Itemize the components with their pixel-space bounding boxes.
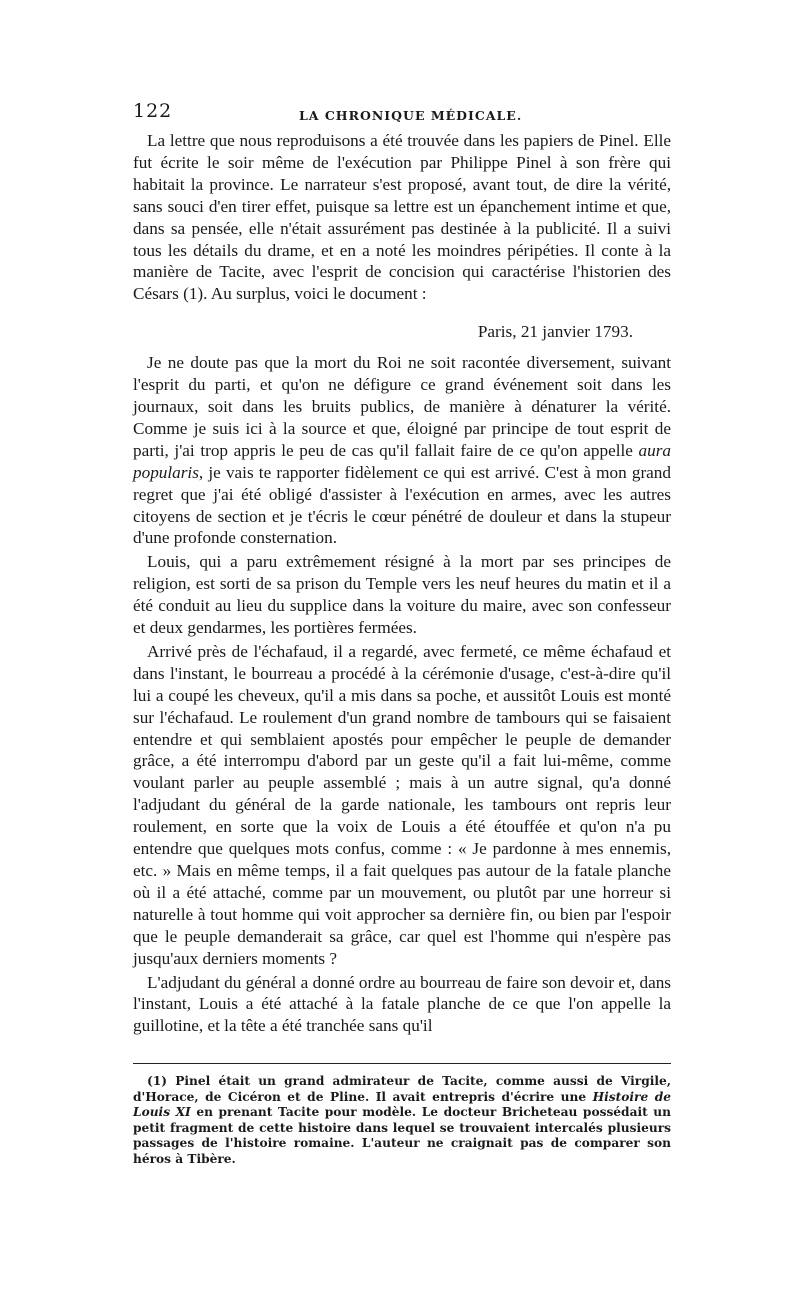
letter-dateline: Paris, 21 janvier 1793.: [477, 322, 633, 342]
footnote-divider: [133, 1063, 671, 1064]
footnote: [133, 1074, 671, 1167]
running-title: LA CHRONIQUE MÉDICALE.: [299, 108, 523, 123]
letter-paragraph-3: Arrivé près de l'échafaud, il a regardé, avec fermeté, ce même échafaud et dans l'instant, le bourreau a procédé à la cérémonie d'usage, c'est-à-dire qu'il lui a coupé les cheveux, qu'il a mis dans sa poche, et aussitôt Louis est monté sur l'échafaud. Le roulement d'un grand nombre de tambours qui se faisaient entendre et qui semblaient apostés pour empêcher le peuple de demander grâce, a été interrompu d'abord par un geste qu'il a fait lui-même, comme voulant parler au peuple assemblé ; mais à un autre signal, qu'a donné l'adjudant du général de la garde nationale, les tambours ont repris leur roulement, en sorte que la voix de Louis a été étouffée et qu'on n'a pu entendre que quelques mots confus, comme : « Je pardonne à mes ennemis, etc. » Mais en même temps, il a fait quelques pas autour de la fatale planche où il a été attaché, comme par un mouvement, ou plutôt par une horreur si naturelle à tout homme qui voit approcher sa dernière fin, ou bien par l'espoir que le peuple demanderait sa grâce, car quel est l'homme qui n'espère pas jusqu'aux derniers moments ?: [133, 641, 671, 968]
letter-paragraph-1-end: , je vais te rapporter fidèlement ce qui est arrivé. C'est à mon grand regret que j'ai été obligé d'assister à l'exécution en armes, avec les autres citoyens de section et je t'écris le cœur pénétré de douleur et dans la stupeur d'une profonde consternation.: [133, 462, 671, 548]
footnote-start: (1) Pinel était un grand admirateur de Tacite, comme aussi de Virgile, d'Horace, de Cicéron et de Pline. Il avait entrepris d'écrire une: [133, 1074, 671, 1104]
letter-paragraph-4: L'adjudant du général a donné ordre au bourreau de faire son devoir et, dans l'instant, Louis a été attaché à la fatale planche de ce que l'on appelle la guillotine, et la tête a été tranchée sans qu'il: [133, 972, 671, 1036]
body-text: [133, 130, 671, 1037]
letter-paragraph-2: Louis, qui a paru extrêmement résigné à la mort par ses principes de religion, est sorti de sa prison du Temple vers les neuf heures du matin et il a été conduit au lieu du supplice dans la voiture du maire, avec son confesseur et deux gendarmes, les portières fermées.: [133, 552, 671, 638]
letter-paragraph-1-start: Je ne doute pas que la mort du Roi ne soit racontée diversement, suivant l'esprit du parti, et qu'on ne défigure ce grand événement soit dans les journaux, soit dans les bruits publics, de manière à dénaturer la vérité. Comme je suis ici à la source et que, éloigné par principe de tout esprit de parti, j'ai trop appris le peu de cas qu'il fallait faire de ce qu'on appelle: [133, 353, 671, 460]
footnote-book-title: Histoire de Louis XI: [133, 1089, 671, 1120]
intro-paragraph: La lettre que nous reproduisons a été trouvée dans les papiers de Pinel. Elle fut écrite le soir même de l'exécution par Philippe Pinel à son frère qui habitait la province. Le narrateur s'est proposé, avant tout, de dire la vérité, sans souci d'en tirer effet, puisque sa lettre est un épanchement intime et que, dans sa pensée, elle n'était assurément pas destinée à la publicité. Il a suivi tous les détails du drame, et en a noté les moindres péripéties. Il conte à la manière de Tacite, avec l'esprit de concision qui caractérise l'historien des Césars (1). Au surplus, voici le document :: [133, 131, 671, 304]
letter-body: [133, 352, 671, 1037]
letter-paragraph-1: [133, 352, 671, 549]
page-number: 122: [133, 100, 173, 122]
page-header: [133, 100, 671, 130]
footnote-end: en prenant Tacite pour modèle. Le docteur Bricheteau possédait un petit fragment de cette histoire dans lequel se trouvaient intercalés plusieurs passages de l'histoire romaine. L'auteur ne craignait pas de comparer son héros à Tibère.: [133, 1105, 672, 1166]
book-page: [133, 100, 671, 1179]
latin-phrase: aura popularis: [133, 440, 671, 482]
